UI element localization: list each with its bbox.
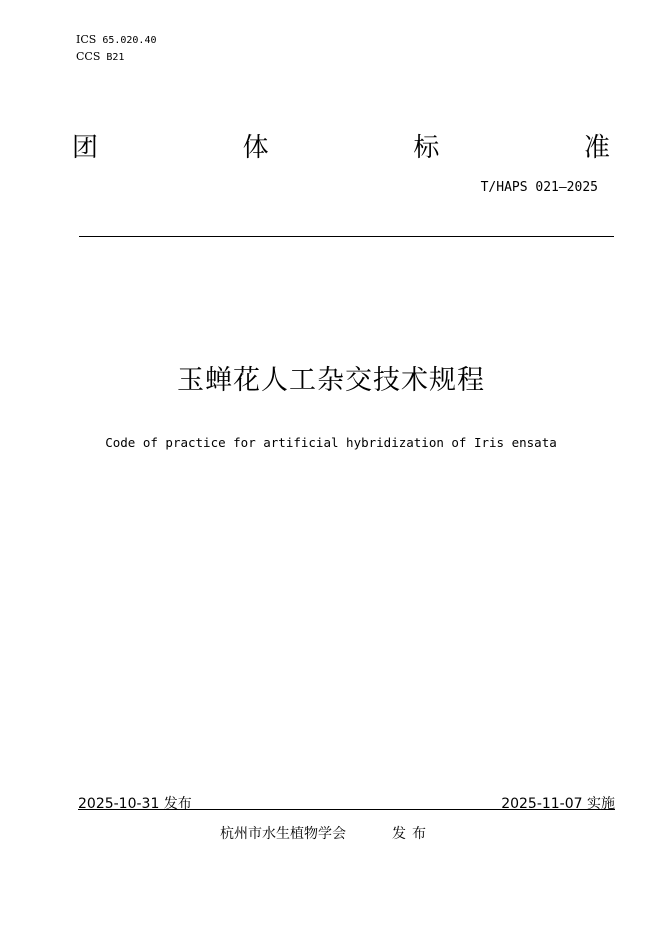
standard-type-char: 体 <box>242 132 269 163</box>
implement-date: 2025-11-07 实施 <box>501 796 615 812</box>
standard-type-heading <box>72 128 610 162</box>
standard-type-char: 团 <box>72 132 99 163</box>
header-divider <box>79 236 614 237</box>
ics-code: 65.020.40 <box>102 35 157 46</box>
ics-label: ICS <box>76 33 97 46</box>
ccs-line <box>76 50 124 64</box>
publish-label: 发布 <box>392 826 432 842</box>
document-title-en: Code of practice for artificial hybridization of Iris ensata <box>105 435 557 450</box>
standard-type-char: 准 <box>583 132 610 163</box>
document-title-cn: 玉蝉花人工杂交技术规程 <box>177 365 485 396</box>
ccs-label: CCS <box>76 50 101 63</box>
ics-line <box>76 33 157 47</box>
standard-number: T/HAPS 021—2025 <box>480 180 598 195</box>
footer-divider <box>78 809 615 810</box>
release-date: 2025-10-31 发布 <box>78 796 192 812</box>
standard-type-char: 标 <box>413 132 440 163</box>
ccs-code: B21 <box>106 52 125 63</box>
publisher-name: 杭州市水生植物学会 <box>220 826 346 842</box>
